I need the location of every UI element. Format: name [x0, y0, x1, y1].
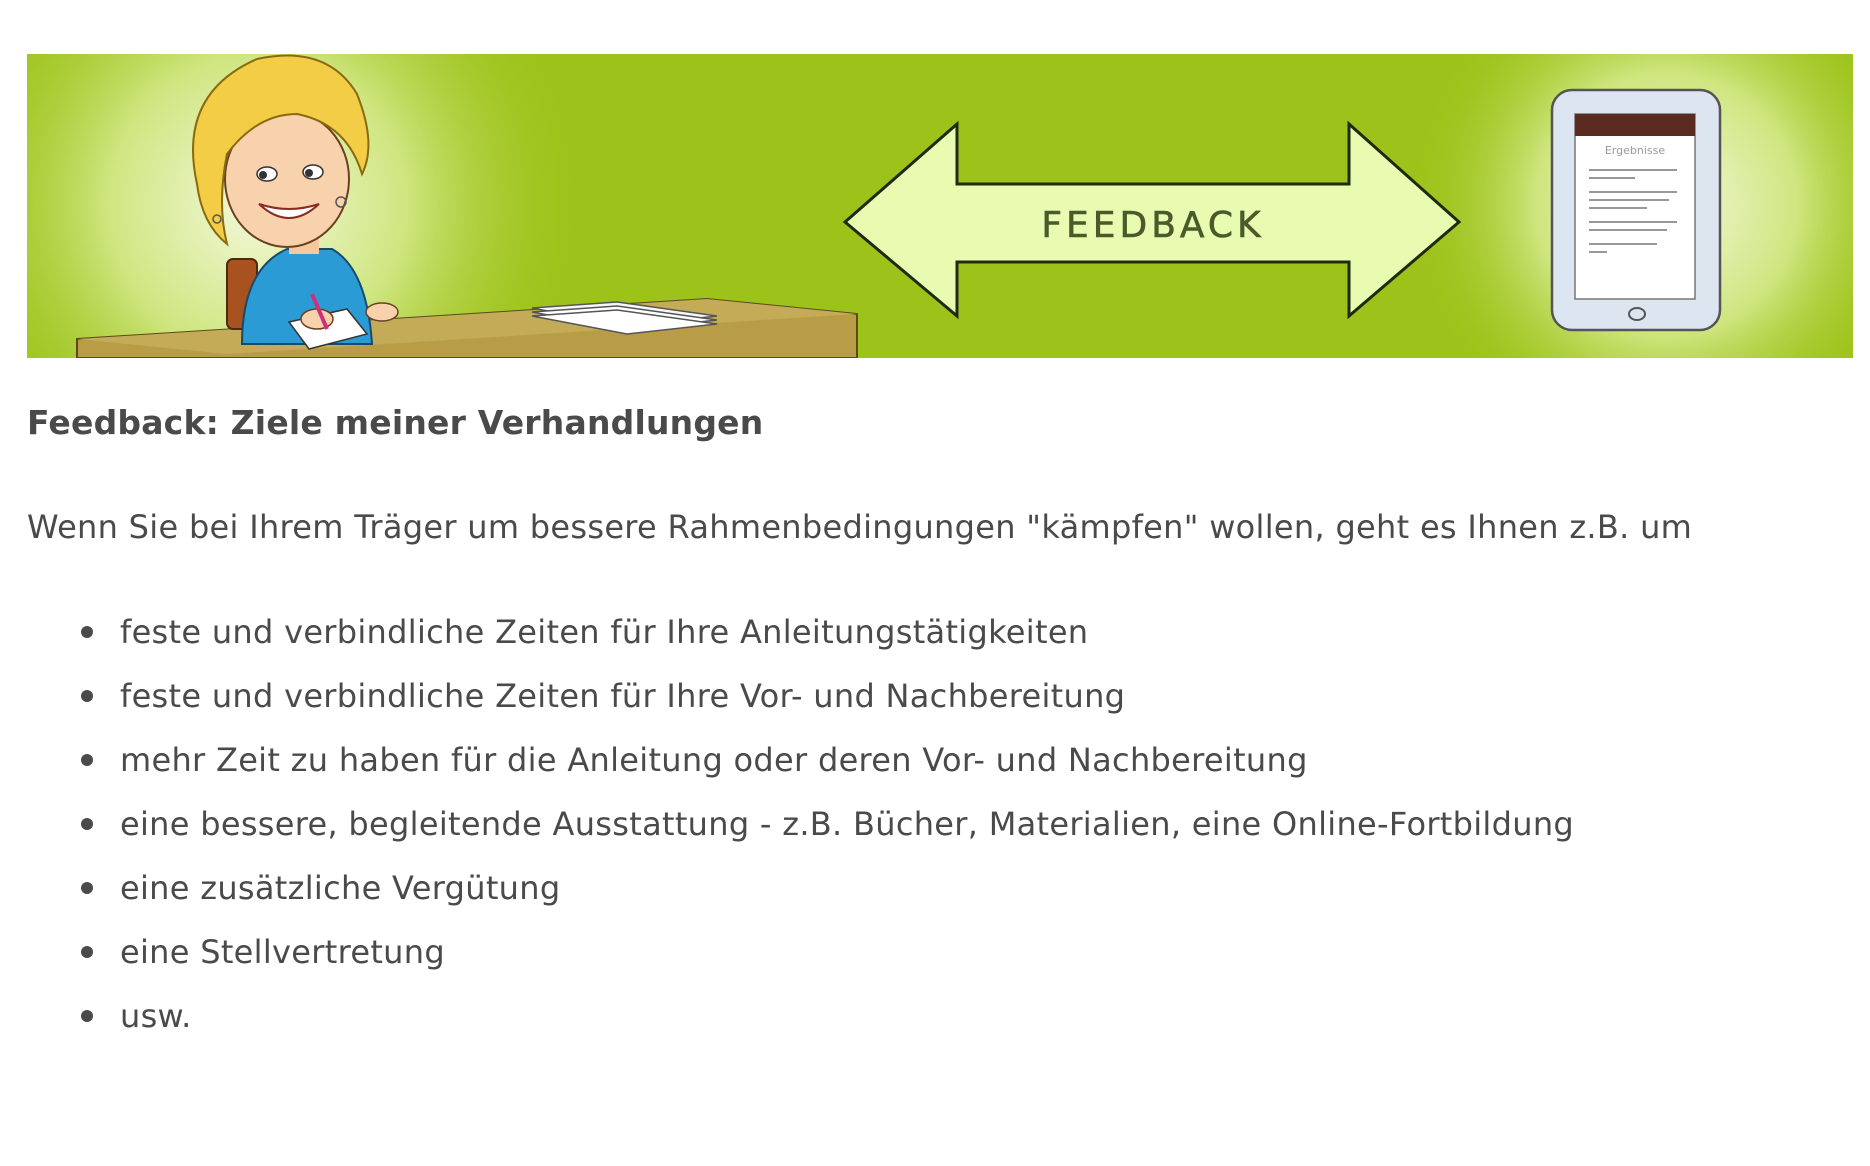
bullet-icon — [81, 690, 93, 702]
list-item-text: eine zusätzliche Vergütung — [120, 869, 561, 907]
list-item — [0, 920, 1574, 984]
list-item — [0, 728, 1574, 792]
bullet-icon — [81, 946, 93, 958]
tablet-icon — [1552, 90, 1720, 330]
list-item-text: usw. — [120, 997, 192, 1035]
bullet-icon — [81, 882, 93, 894]
list-item-text: feste und verbindliche Zeiten für Ihre Vor- und Nachbereitung — [120, 677, 1126, 715]
list-item-text: eine Stellvertretung — [120, 933, 445, 971]
bullet-icon — [81, 626, 93, 638]
bullet-icon — [81, 818, 93, 830]
list-item — [0, 984, 1574, 1048]
intro-paragraph: Wenn Sie bei Ihrem Träger um bessere Rahmenbedingungen "kämpfen" wollen, geht es Ihnen z.B. um — [27, 508, 1693, 546]
tablet-screen-title: Ergebnisse — [1604, 144, 1666, 157]
list-item-text: mehr Zeit zu haben für die Anleitung oder deren Vor- und Nachbereitung — [120, 741, 1308, 779]
bullet-icon — [81, 754, 93, 766]
page-heading: Feedback: Ziele meiner Verhandlungen — [27, 403, 764, 442]
list-item — [0, 664, 1574, 728]
list-item — [0, 856, 1574, 920]
bullet-icon — [81, 1010, 93, 1022]
list-item — [0, 600, 1574, 664]
list-item-text: feste und verbindliche Zeiten für Ihre Anleitungstätigkeiten — [120, 613, 1089, 651]
goals-list — [0, 600, 1574, 1048]
list-item — [0, 792, 1574, 856]
banner-illustration — [27, 54, 1853, 358]
arrow-label: FEEDBACK — [1041, 205, 1265, 246]
list-item-text: eine bessere, begleitende Ausstattung - z.B. Bücher, Materialien, eine Online-Fortbildung — [120, 805, 1575, 843]
feedback-banner — [27, 54, 1853, 358]
